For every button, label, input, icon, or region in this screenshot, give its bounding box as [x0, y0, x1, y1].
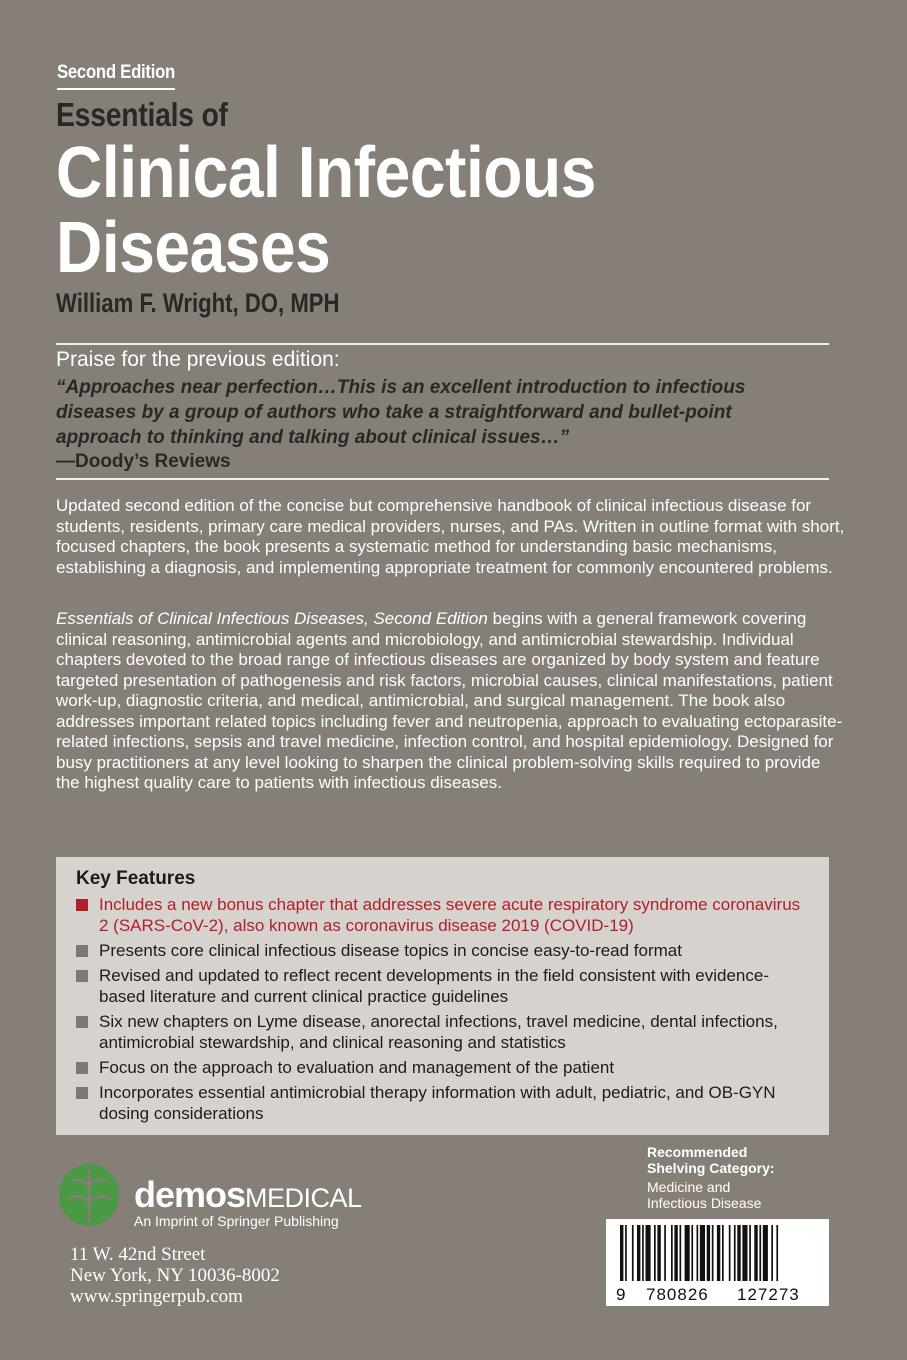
shelving-category: [647, 1144, 775, 1211]
address-line-1: 11 W. 42nd Street: [70, 1244, 206, 1265]
barcode: [606, 1219, 829, 1306]
divider-top: [56, 343, 829, 345]
square-bullet-icon: [76, 1087, 88, 1099]
author: William F. Wright, DO, MPH: [56, 288, 340, 318]
brand-light: MEDICAL: [245, 1183, 362, 1213]
feature-text: Presents core clinical infectious disease topics in concise easy-to-read format: [99, 941, 682, 960]
praise-quote: “Approaches near perfection…This is an excellent introduction to infectious diseases by a group of authors who take a straightforward and bullet-point approach to thinking and talking about clinical issues…”: [56, 377, 746, 448]
square-bullet-icon: [76, 970, 88, 982]
feature-item: [76, 965, 806, 1007]
feature-text: Incorporates essential antimicrobial therapy information with adult, pediatric, and OB-GYN dosing considerations: [99, 1083, 776, 1123]
isbn-middle-digits: 780826: [646, 1285, 709, 1304]
edition-label: Second Edition: [57, 62, 175, 90]
description-paragraph-1: Updated second edition of the concise but comprehensive handbook of clinical infectious disease for students, residents, primary care medical providers, nurses, and PAs. Written in outline format with short, focused chapters, the book presents a systematic method for understanding basic mechanisms, establishing a diagnosis, and implementing appropriate treatment for commonly encountered problems.: [56, 496, 845, 577]
feature-item: [76, 1082, 806, 1124]
isbn-last-digits: 127273: [737, 1285, 800, 1304]
publisher-imprint: An Imprint of Springer Publishing: [134, 1213, 339, 1229]
divider-bottom: [56, 478, 829, 480]
square-bullet-icon: [76, 1016, 88, 1028]
title-line-2: Diseases: [56, 208, 331, 288]
publisher-website: www.springerpub.com: [70, 1286, 243, 1307]
publisher-address: [70, 1244, 280, 1307]
feature-item: [76, 1011, 806, 1053]
key-features-box: [56, 857, 829, 1135]
square-bullet-icon: [76, 945, 88, 957]
shelving-label-2: Shelving Category:: [647, 1160, 775, 1176]
feature-item: [76, 1057, 806, 1078]
barcode-bars: [620, 1225, 815, 1287]
isbn-first-digit: 9: [616, 1285, 626, 1304]
address-line-2: New York, NY 10036-8002: [70, 1265, 280, 1286]
feature-text: Includes a new bonus chapter that addresses severe acute respiratory syndrome coronavirus 2 (SARS-CoV-2), also known as coronavirus disease 2019 (COVID-19): [99, 895, 801, 935]
book-title: [56, 133, 596, 288]
shelving-value-2: Infectious Disease: [647, 1195, 762, 1211]
feature-text: Six new chapters on Lyme disease, anorectal infections, travel medicine, dental infections, antimicrobial stewardship, and clinical reasoning and statistics: [99, 1012, 778, 1052]
demos-leaf-icon: [58, 1163, 120, 1227]
pretitle: Essentials of: [56, 96, 228, 133]
publisher-brand: [134, 1174, 362, 1216]
description-book-title: Essentials of Clinical Infectious Diseases, Second Edition: [56, 609, 488, 628]
praise-source: —Doody’s Reviews: [56, 451, 231, 472]
shelving-value-1: Medicine and: [647, 1179, 731, 1195]
brand-bold: demos: [134, 1174, 246, 1215]
praise-heading: Praise for the previous edition:: [56, 348, 340, 371]
feature-text: Revised and updated to reflect recent developments in the field consistent with evidence-based literature and current clinical practice guidelines: [99, 966, 770, 1006]
square-bullet-icon: [76, 1062, 88, 1074]
shelving-label-1: Recommended: [647, 1144, 748, 1160]
key-features-title: Key Features: [76, 868, 196, 889]
description-paragraph-2-text: begins with a general framework covering clinical reasoning, antimicrobial agents and microbiology, and antimicrobial stewardship. Individual chapters devoted to the broad range of infectious diseases are organized by body system and feature targeted presentation of pathogenesis and risk factors, microbial causes, clinical manifestations, patient work-up, diagnostic criteria, and medical, antimicrobial, and surgical management. The book also addresses important related topics including fever and neutropenia, approach to evaluating ectoparasite-related infections, sepsis and travel medicine, infection control, and hospital epidemiology. Designed for busy practitioners at any level looking to sharpen the clinical problem-solving skills required to provide the highest quality care to patients with infectious diseases.: [56, 609, 843, 792]
square-bullet-icon: [76, 899, 88, 911]
title-line-1: Clinical Infectious: [56, 133, 596, 213]
description-paragraph-2: [56, 609, 846, 794]
feature-item: [76, 940, 806, 961]
feature-text: Focus on the approach to evaluation and management of the patient: [99, 1058, 615, 1077]
feature-item: [76, 894, 806, 936]
